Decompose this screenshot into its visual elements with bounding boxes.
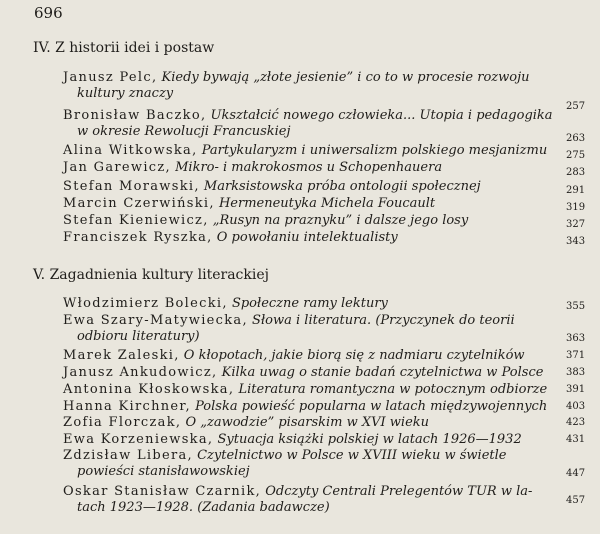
entry-author: Zdzisław Libera, bbox=[63, 448, 193, 463]
entry-page-number: 355 bbox=[566, 301, 586, 312]
entry-page-number: 447 bbox=[566, 468, 586, 479]
entry-page-number: 363 bbox=[566, 333, 586, 344]
entry-title-continued: w okresie Rewolucji Francuskiej bbox=[77, 123, 291, 139]
toc-entry bbox=[63, 296, 563, 312]
entry-page-number: 403 bbox=[566, 401, 586, 412]
toc-entry bbox=[63, 448, 563, 479]
entry-page-number: 291 bbox=[566, 185, 586, 196]
section-heading-iv: IV. Z historii idei i postaw bbox=[33, 40, 215, 56]
entry-page-number: 327 bbox=[566, 219, 586, 230]
toc-entry bbox=[63, 108, 563, 139]
toc-entry bbox=[63, 230, 563, 246]
entry-author: Stefan Kieniewicz, bbox=[63, 213, 209, 228]
entry-author: Marek Zaleski, bbox=[63, 348, 180, 363]
entry-author: Alina Witkowska, bbox=[63, 143, 198, 158]
entry-title: Literatura romantyczna w potocznym odbiorze bbox=[238, 382, 548, 397]
entry-author: Marcin Czerwiński, bbox=[63, 196, 215, 211]
entry-title: O kłopotach, jakie biorą się z nadmiaru czytelników bbox=[183, 348, 525, 363]
toc-entry bbox=[63, 179, 563, 195]
toc-entry bbox=[63, 196, 563, 212]
toc-entry bbox=[63, 484, 563, 515]
entry-title: Kilka uwag o stanie badań czytelnictwa w Polsce bbox=[221, 365, 544, 380]
toc-entry bbox=[63, 415, 563, 431]
entry-title: Słowa i literatura. (Przyczynek do teorii bbox=[252, 313, 515, 328]
entry-title: Hermeneutyka Michela Foucault bbox=[218, 196, 436, 211]
toc-entry bbox=[63, 399, 563, 415]
entry-page-number: 257 bbox=[566, 101, 586, 112]
toc-entry bbox=[63, 382, 563, 398]
toc-entry bbox=[63, 213, 563, 229]
entry-author: Janusz Pelc, bbox=[63, 70, 158, 85]
entry-title: „Rusyn na praznyku” i dalsze jego losy bbox=[212, 213, 469, 228]
entry-page-number: 263 bbox=[566, 133, 586, 144]
entry-title: Mikro- i makrokosmos u Schopenhauera bbox=[175, 160, 443, 175]
entry-title-continued: powieści stanisławowskiej bbox=[77, 463, 250, 479]
toc-entry bbox=[63, 160, 563, 176]
entry-title: O powołaniu intelektualisty bbox=[216, 230, 398, 245]
toc-entry bbox=[63, 70, 563, 101]
entry-title-continued: tach 1923—1928. (Zadania badawcze) bbox=[77, 499, 330, 515]
entry-author: Antonina Kłoskowska, bbox=[63, 382, 235, 397]
entry-author: Hanna Kirchner, bbox=[63, 399, 191, 414]
entry-title: Marksistowska próba ontologii społecznej bbox=[203, 179, 481, 194]
entry-author: Oskar Stanisław Czarnik, bbox=[63, 484, 262, 499]
entry-page-number: 343 bbox=[566, 236, 586, 247]
entry-title: Partykularyzm i uniwersalizm polskiego mesjanizmu bbox=[201, 143, 548, 158]
entry-author: Bronisław Baczko, bbox=[63, 108, 207, 123]
section-heading-v: V. Zagadnienia kultury literackiej bbox=[33, 267, 269, 283]
entry-page-number: 431 bbox=[566, 434, 586, 445]
page-number: 696 bbox=[34, 4, 63, 22]
entry-title: Kiedy bywają „złote jesienie” i co to w procesie rozwoju bbox=[161, 70, 530, 85]
entry-author: Zofia Florczak, bbox=[63, 415, 182, 430]
entry-title: Polska powieść popularna w latach międzywojennych bbox=[195, 399, 548, 414]
entry-title-continued: kultury znaczy bbox=[77, 85, 174, 101]
entry-page-number: 423 bbox=[566, 417, 586, 428]
entry-author: Stefan Morawski, bbox=[63, 179, 200, 194]
entry-page-number: 275 bbox=[566, 150, 586, 161]
entry-author: Ewa Szary-Matywiecka, bbox=[63, 313, 248, 328]
entry-title: Czytelnictwo w Polsce w XVIII wieku w świetle bbox=[197, 448, 507, 463]
toc-entry bbox=[63, 143, 563, 159]
entry-title: Sytuacja książki polskiej w latach 1926—1932 bbox=[217, 432, 522, 447]
entry-page-number: 319 bbox=[566, 202, 586, 213]
entry-author: Ewa Korzeniewska, bbox=[63, 432, 214, 447]
entry-title: O „zawodzie” pisarskim w XVI wieku bbox=[185, 415, 430, 430]
entry-page-number: 391 bbox=[566, 384, 586, 395]
entry-author: Janusz Ankudowicz, bbox=[63, 365, 218, 380]
entry-title: Ukształcić nowego człowieka... Utopia i pedagogika bbox=[210, 108, 553, 123]
entry-title-continued: odbioru literatury) bbox=[77, 328, 200, 344]
entry-title: Odczyty Centrali Prelegentów TUR w la- bbox=[265, 484, 533, 499]
entry-page-number: 371 bbox=[566, 350, 586, 361]
entry-page-number: 383 bbox=[566, 367, 586, 378]
toc-entry bbox=[63, 313, 563, 344]
toc-entry bbox=[63, 365, 563, 381]
entry-page-number: 457 bbox=[566, 495, 586, 506]
entry-page-number: 283 bbox=[566, 167, 586, 178]
toc-entry bbox=[63, 348, 563, 364]
toc-entry bbox=[63, 432, 563, 448]
entry-author: Włodzimierz Bolecki, bbox=[63, 296, 228, 311]
entry-title: Społeczne ramy lektury bbox=[231, 296, 388, 311]
entry-author: Franciszek Ryszka, bbox=[63, 230, 213, 245]
entry-author: Jan Garewicz, bbox=[63, 160, 171, 175]
